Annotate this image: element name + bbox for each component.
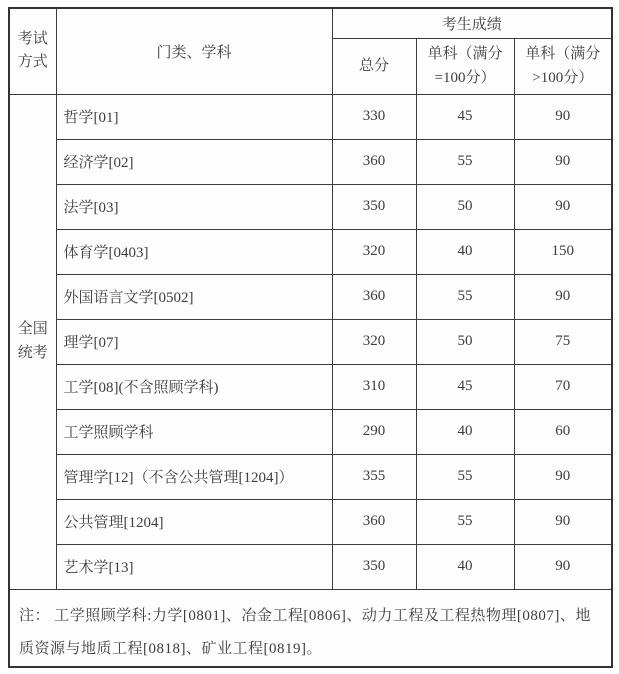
total-score-cell: 360 xyxy=(332,274,416,319)
table-row xyxy=(9,454,612,499)
single-gt100-cell: 70 xyxy=(514,364,612,409)
table-row xyxy=(9,139,612,184)
single-gt100-cell: 90 xyxy=(514,139,612,184)
single-eq100-cell: 45 xyxy=(416,94,514,139)
single-eq100-cell: 50 xyxy=(416,319,514,364)
subject-cell: 理学[07] xyxy=(56,319,332,364)
header-single-gt100: 单科（满分>100分） xyxy=(514,38,612,94)
header-category: 门类、学科 xyxy=(56,8,332,94)
single-gt100-cell: 90 xyxy=(514,499,612,544)
total-score-cell: 330 xyxy=(332,94,416,139)
subject-cell: 工学照顾学科 xyxy=(56,409,332,454)
subject-cell: 工学[08](不含照顾学科) xyxy=(56,364,332,409)
single-eq100-cell: 50 xyxy=(416,184,514,229)
footnote-text: 注： 工学照顾学科:力学[0801]、冶金工程[0806]、动力工程及工程热物理[0807]、地质资源与地质工程[0818]、矿业工程[0819]。 xyxy=(9,589,612,667)
table-row xyxy=(9,184,612,229)
single-gt100-cell: 90 xyxy=(514,454,612,499)
single-gt100-cell: 60 xyxy=(514,409,612,454)
single-gt100-cell: 90 xyxy=(514,544,612,589)
single-gt100-cell: 90 xyxy=(514,274,612,319)
subject-cell: 外国语言文学[0502] xyxy=(56,274,332,319)
table-row xyxy=(9,364,612,409)
subject-cell: 体育学[0403] xyxy=(56,229,332,274)
subject-cell: 公共管理[1204] xyxy=(56,499,332,544)
single-eq100-cell: 55 xyxy=(416,274,514,319)
total-score-cell: 320 xyxy=(332,319,416,364)
total-score-cell: 350 xyxy=(332,544,416,589)
table-row xyxy=(9,499,612,544)
single-eq100-cell: 40 xyxy=(416,409,514,454)
single-gt100-cell: 90 xyxy=(514,94,612,139)
header-exam-method: 考试方式 xyxy=(9,8,56,94)
single-eq100-cell: 55 xyxy=(416,139,514,184)
total-score-cell: 360 xyxy=(332,499,416,544)
subject-cell: 法学[03] xyxy=(56,184,332,229)
exam-method-cell: 全国统考 xyxy=(9,94,56,589)
subject-cell: 管理学[12]（不含公共管理[1204]） xyxy=(56,454,332,499)
table-row xyxy=(9,274,612,319)
header-row-top xyxy=(9,8,612,38)
table-row xyxy=(9,544,612,589)
subject-cell: 哲学[01] xyxy=(56,94,332,139)
single-eq100-cell: 40 xyxy=(416,544,514,589)
total-score-cell: 355 xyxy=(332,454,416,499)
table-row xyxy=(9,409,612,454)
single-gt100-cell: 90 xyxy=(514,184,612,229)
total-score-cell: 360 xyxy=(332,139,416,184)
single-gt100-cell: 75 xyxy=(514,319,612,364)
single-eq100-cell: 40 xyxy=(416,229,514,274)
header-score-group: 考生成绩 xyxy=(332,8,612,38)
table-row xyxy=(9,229,612,274)
total-score-cell: 350 xyxy=(332,184,416,229)
single-gt100-cell: 150 xyxy=(514,229,612,274)
total-score-cell: 290 xyxy=(332,409,416,454)
subject-cell: 艺术学[13] xyxy=(56,544,332,589)
header-single-eq100: 单科（满分=100分） xyxy=(416,38,514,94)
table-row xyxy=(9,94,612,139)
subject-cell: 经济学[02] xyxy=(56,139,332,184)
total-score-cell: 320 xyxy=(332,229,416,274)
score-cutoff-table xyxy=(8,7,613,668)
header-total: 总分 xyxy=(332,38,416,94)
note-row xyxy=(9,589,612,667)
single-eq100-cell: 55 xyxy=(416,454,514,499)
single-eq100-cell: 55 xyxy=(416,499,514,544)
single-eq100-cell: 45 xyxy=(416,364,514,409)
table-row xyxy=(9,319,612,364)
total-score-cell: 310 xyxy=(332,364,416,409)
